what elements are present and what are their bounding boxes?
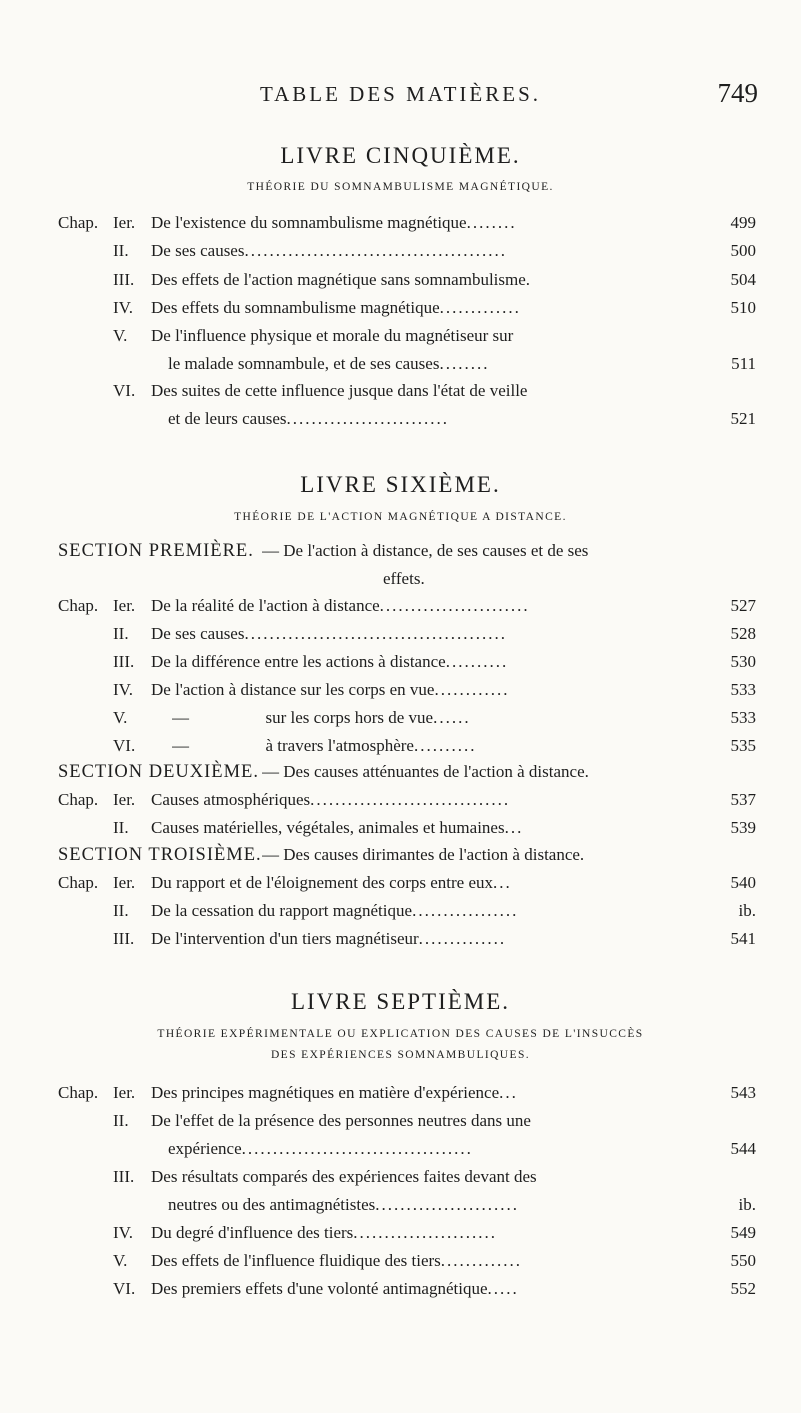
toc-entry [0,241,801,267]
entry-page: 527 [730,596,756,615]
entry-page: 500 [730,241,756,260]
book5-title: LIVRE CINQUIÈME. [280,143,521,168]
book6-title: LIVRE SIXIÈME. [300,472,501,497]
chap-number: Ier. [113,213,136,232]
entry-page: ib. [738,901,756,920]
toc-entry [0,901,801,927]
chap-number: II. [113,1111,129,1130]
chap-number: Ier. [113,790,136,809]
entry-text: Des résultats comparés des expériences faites devant des [151,1167,537,1186]
toc-entry [0,298,801,324]
book6-subtitle: THÉORIE DE L'ACTION MAGNÉTIQUE A DISTANCE. [234,511,567,523]
entry-text: — sur les corps hors de vue...... [172,708,471,727]
chap-number: V. [113,1251,128,1270]
toc-entry [0,680,801,706]
toc-entry [0,1251,801,1277]
entry-text: De la différence entre les actions à distance.......... [151,652,509,671]
chap-number: VI. [113,736,136,755]
entry-text: De l'effet de la présence des personnes neutres dans une [151,1111,531,1130]
entry-text: De l'intervention d'un tiers magnétiseur.............. [151,929,507,948]
chap-label: Chap. [58,1083,99,1102]
entry-text: De ses causes.......................................... [151,624,507,643]
chap-number: VI. [113,1279,136,1298]
section2-title: — Des causes atténuantes de l'action à distance. [262,762,589,781]
toc-entry [0,708,801,734]
chap-number: V. [113,326,128,345]
entry-text: le malade somnambule, et de ses causes........ [168,354,490,373]
chap-number: III. [113,270,135,289]
chap-number: II. [113,901,129,920]
book7-title: LIVRE SEPTIÈME. [290,989,511,1014]
chap-number: II. [113,624,129,643]
toc-entry-continued [0,1195,801,1221]
entry-page: 535 [730,736,756,755]
entry-page: 499 [730,213,756,232]
entry-page: ib. [738,1195,756,1214]
entry-page: 521 [730,409,756,428]
toc-entry-continued [0,409,801,435]
entry-page: 543 [730,1083,756,1102]
chap-number: V. [113,708,128,727]
chap-number: VI. [113,381,136,400]
entry-text: et de leurs causes.......................... [168,409,449,428]
chap-number: IV. [113,298,133,317]
chap-number: IV. [113,680,133,699]
toc-entry [0,381,801,407]
entry-page: 537 [730,790,756,809]
toc-entry [0,1167,801,1193]
toc-entry [0,1279,801,1305]
chap-number: Ier. [113,873,136,892]
entry-text: neutres ou des antimagnétistes....................... [168,1195,520,1214]
section-heading [0,541,801,567]
entry-text: Des suites de cette influence jusque dans l'état de veille [151,381,528,400]
entry-text: expérience..................................... [168,1139,473,1158]
section3-title: — Des causes dirimantes de l'action à distance. [262,845,585,864]
toc-entry [0,1083,801,1109]
entry-page: 539 [730,818,756,837]
entry-text: — à travers l'atmosphère.......... [172,736,477,755]
section1-heading: SECTION PREMIÈRE. [58,541,254,561]
toc-entry [0,873,801,899]
section2-heading: SECTION DEUXIÈME. [58,762,259,782]
running-head [0,78,801,112]
entry-page: 544 [730,1139,756,1158]
toc-entry [0,1111,801,1137]
entry-text: De l'influence physique et morale du magnétiseur sur [151,326,514,345]
book7-subtitle: THÉORIE EXPÉRIMENTALE OU EXPLICATION DES CAUSES DE L'INSUCCÈS [157,1028,644,1040]
section-heading-continued [0,569,801,595]
toc-entry [0,213,801,239]
section-heading [0,845,801,871]
entry-text: Du rapport et de l'éloignement des corps entre eux... [151,873,512,892]
entry-page: 533 [730,708,756,727]
entry-text: De la réalité de l'action à distance........................ [151,596,530,615]
entry-page: 550 [730,1251,756,1270]
toc-entry [0,596,801,622]
entry-text: De l'action à distance sur les corps en vue............ [151,680,510,699]
toc-entry [0,790,801,816]
toc-entry [0,736,801,762]
entry-text: Des premiers effets d'une volonté antimagnétique..... [151,1279,519,1298]
section-heading [0,762,801,788]
section3-heading: SECTION TROISIÈME. [58,845,262,865]
entry-page: 540 [730,873,756,892]
toc-entry-continued [0,354,801,380]
toc-entry [0,929,801,955]
entry-text: Des effets de l'influence fluidique des tiers............. [151,1251,523,1270]
toc-entry [0,1223,801,1249]
page-number: 749 [717,78,758,108]
book5-subtitle: THÉORIE DU SOMNAMBULISME MAGNÉTIQUE. [247,181,554,193]
chap-label: Chap. [58,596,99,615]
entry-text: Des principes magnétiques en matière d'expérience... [151,1083,518,1102]
entry-text: De ses causes.......................................... [151,241,507,260]
entry-text: Des effets du somnambulisme magnétique............. [151,298,521,317]
chap-number: III. [113,652,135,671]
toc-entry [0,624,801,650]
chap-number: III. [113,929,135,948]
entry-page: 549 [730,1223,756,1242]
running-head-title: TABLE DES MATIÈRES. [259,82,542,106]
entry-page: 511 [731,354,756,373]
toc-entry [0,270,801,296]
entry-page: 530 [730,652,756,671]
entry-page: 533 [730,680,756,699]
chap-number: Ier. [113,596,136,615]
chap-label: Chap. [58,873,99,892]
entry-page: 552 [730,1279,756,1298]
entry-text: Du degré d'influence des tiers....................... [151,1223,498,1242]
chap-number: IV. [113,1223,133,1242]
entry-page: 510 [730,298,756,317]
chap-number: II. [113,818,129,837]
entry-text: Causes atmosphériques................................ [151,790,511,809]
chap-number: III. [113,1167,135,1186]
toc-entry-continued [0,1139,801,1165]
section1-title: — De l'action à distance, de ses causes et de ses [262,541,589,560]
entry-page: 504 [730,270,756,289]
entry-page: 528 [730,624,756,643]
entry-page: 541 [730,929,756,948]
entry-text: De l'existence du somnambulisme magnétique........ [151,213,517,232]
toc-entry [0,652,801,678]
entry-text: Causes matérielles, végétales, animales et humaines... [151,818,524,837]
entry-text: Des effets de l'action magnétique sans somnambulisme. [151,270,531,289]
toc-entry [0,326,801,352]
entry-text: De la cessation du rapport magnétique................. [151,901,519,920]
toc-entry [0,818,801,844]
chap-label: Chap. [58,213,99,232]
book7-subtitle-line2: DES EXPÉRIENCES SOMNAMBULIQUES. [270,1049,531,1061]
chap-number: Ier. [113,1083,136,1102]
chap-label: Chap. [58,790,99,809]
section1-title-end: effets. [383,569,425,588]
chap-number: II. [113,241,129,260]
